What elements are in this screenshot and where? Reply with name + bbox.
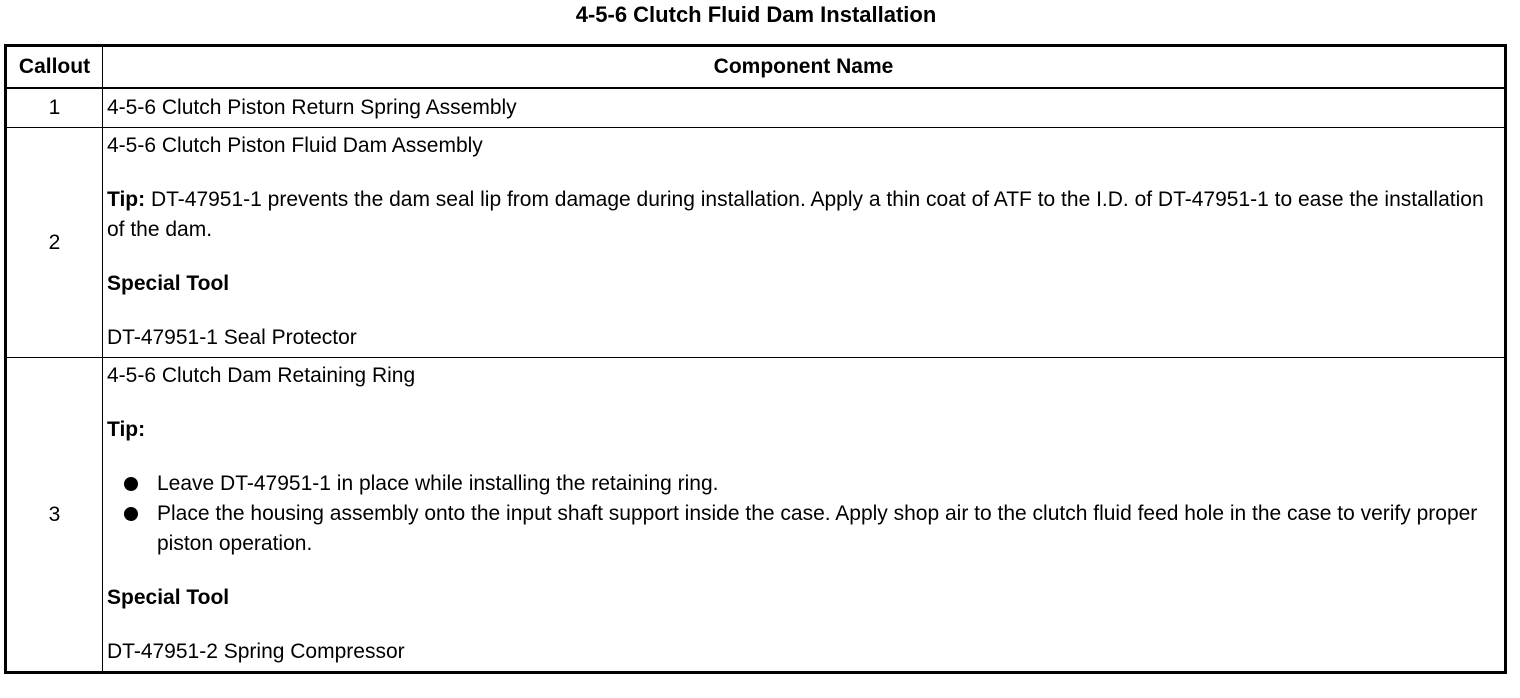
table-header-row: [6, 46, 1506, 89]
special-tool-heading: Special Tool: [107, 586, 230, 609]
bullet-text: Place the housing assembly onto the input shaft support inside the case. Apply shop air to the clutch fluid feed hole in the case to verify proper piston operation.: [157, 502, 1478, 555]
special-tool-name: DT-47951-1 Seal Protector: [107, 326, 357, 349]
special-tool-name: DT-47951-2 Spring Compressor: [107, 640, 405, 663]
tip-label: Tip:: [107, 418, 146, 441]
table-row: [6, 88, 1506, 128]
tip-paragraph: [107, 185, 1500, 245]
component-cell: [103, 128, 1506, 358]
tip-label: Tip:: [107, 188, 146, 211]
table-row: [6, 128, 1506, 358]
component-cell: [103, 88, 1506, 128]
callout-number: 1: [6, 88, 103, 128]
list-item: [107, 469, 1500, 499]
component-name: 4-5-6 Clutch Dam Retaining Ring: [107, 364, 416, 387]
component-cell: [103, 358, 1506, 673]
column-header-callout: Callout: [6, 46, 103, 89]
tip-bullet-list: [107, 469, 1500, 559]
column-header-component-name: Component Name: [103, 46, 1506, 89]
bullet-icon: [124, 477, 138, 491]
list-item: [107, 499, 1500, 559]
table-row: [6, 358, 1506, 673]
component-name: 4-5-6 Clutch Piston Fluid Dam Assembly: [107, 134, 483, 157]
bullet-icon: [124, 507, 138, 521]
component-name: 4-5-6 Clutch Piston Return Spring Assembly: [107, 95, 517, 119]
tip-text: DT-47951-1 prevents the dam seal lip from damage during installation. Apply a thin coat of ATF to the I.D. of DT-47951-1 to ease the installation of the dam.: [107, 188, 1484, 241]
bullet-text: Leave DT-47951-1 in place while installing the retaining ring.: [157, 472, 719, 495]
callout-number: 2: [6, 128, 103, 358]
special-tool-heading: Special Tool: [107, 272, 230, 295]
callout-number: 3: [6, 358, 103, 673]
procedure-table: [4, 44, 1507, 674]
page-title: 4-5-6 Clutch Fluid Dam Installation: [575, 2, 937, 27]
